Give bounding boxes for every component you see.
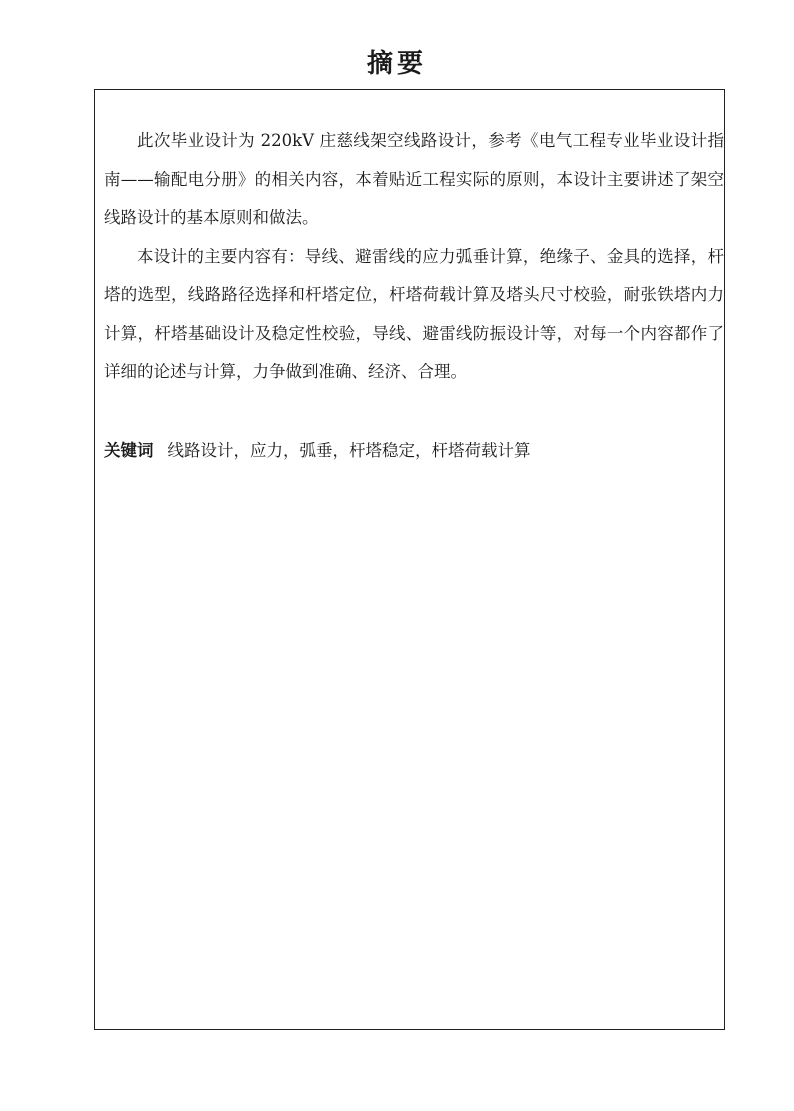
- abstract-paragraph: 此次毕业设计为 220kV 庄慈线架空线路设计，参考《电气工程专业毕业设计指南——输配电分册》的相关内容，本着贴近工程实际的原则，本设计主要讲述了架空线路设计的基本原则和做法。: [104, 131, 724, 227]
- abstract-body: [104, 122, 724, 392]
- keywords-label: 关键词: [104, 441, 154, 460]
- abstract-paragraph: 本设计的主要内容有：导线、避雷线的应力弧垂计算，绝缘子、金具的选择，杆塔的选型，线路路径选择和杆塔定位，杆塔荷载计算及塔头尺寸校验，耐张铁塔内力计算，杆塔基础设计及稳定性校验，导线、避雷线防振设计等，对每一个内容都作了详细的论述与计算，力争做到准确、经济、合理。: [104, 246, 724, 381]
- page-title: 摘要: [366, 49, 427, 79]
- keywords-line: [104, 432, 724, 470]
- keywords-value: 线路设计，应力，弧垂，杆塔稳定，杆塔荷载计算: [167, 441, 531, 460]
